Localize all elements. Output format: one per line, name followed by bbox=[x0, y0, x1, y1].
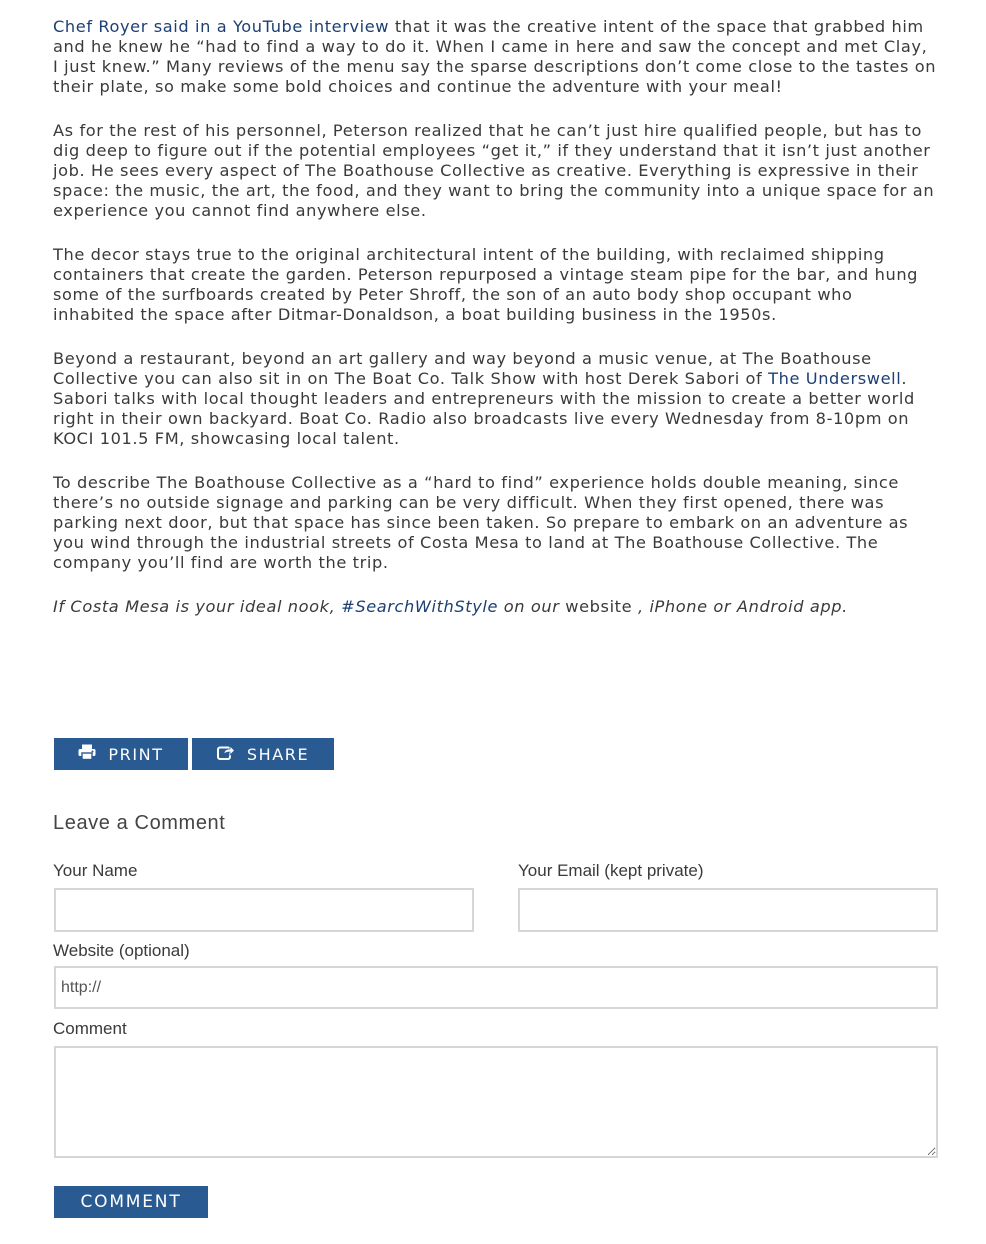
paragraph-text: . Sabori talks with local thought leaders and entrepreneurs with the mission to create a better world right in their own backyard. Boat Co. Radio also broadcasts live every Wednesday from 8-10pm on KOCI 101.5 FM, showcasing local talent. bbox=[53, 369, 915, 448]
comment-label: Comment bbox=[53, 1019, 127, 1038]
share-icon bbox=[217, 744, 247, 764]
youtube-interview-link[interactable]: Chef Royer said in a YouTube interview bbox=[53, 17, 390, 36]
share-button[interactable] bbox=[192, 738, 334, 770]
name-input[interactable] bbox=[54, 888, 474, 932]
article-actions bbox=[54, 738, 334, 770]
comment-section-title: Leave a Comment bbox=[53, 812, 226, 834]
article-body bbox=[53, 17, 938, 641]
comment-textarea[interactable] bbox=[54, 1046, 938, 1158]
printer-icon bbox=[78, 744, 108, 764]
article-paragraph: As for the rest of his personnel, Peterson realized that he can’t just hire qualified people, but has to dig deep to figure out if the potential employees “get it,” if they understand that it isn’t just another job. He sees every aspect of The Boathouse Collective as creative. Everything is expressive in their space: the music, the art, the food, and they want to bring the community into a unique space for an experience you cannot find anywhere else. bbox=[53, 121, 935, 220]
email-label: Your Email (kept private) bbox=[518, 861, 704, 880]
article-paragraph bbox=[53, 349, 938, 449]
name-label: Your Name bbox=[53, 861, 138, 880]
searchwithstyle-link[interactable]: #SearchWithStyle bbox=[341, 597, 499, 616]
closing-text: , iPhone or Android app. bbox=[632, 597, 848, 616]
print-button[interactable] bbox=[54, 738, 188, 770]
paragraph-text: Beyond a restaurant, beyond an art gallery and way beyond a music venue, at The Boathouse Collective you can also sit in on The Boat Co. Talk Show with host Derek Sabori of bbox=[53, 349, 872, 388]
closing-text: on our bbox=[498, 597, 566, 616]
article-paragraph: To describe The Boathouse Collective as a “hard to find” experience holds double meaning, since there’s no outside signage and parking can be very difficult. When they first opened, there was parking next door, but that space has since been taken. So prepare to embark on an adventure as you wind through the industrial streets of Costa Mesa to land at The Boathouse Collective. The company you’ll find are worth the trip. bbox=[53, 473, 909, 572]
paragraph-text: that it was the creative intent of the space that grabbed him and he knew he “had to find a way to do it. When I came in here and saw the concept and met Clay, I just knew.” Many reviews of the menu say the sparse descriptions don’t come close to the tastes on their plate, so make some bold choices and continue the adventure with your meal! bbox=[53, 17, 937, 96]
closing-text: If Costa Mesa is your ideal nook, bbox=[53, 597, 342, 616]
article-paragraph: The decor stays true to the original architectural intent of the building, with reclaimed shipping containers that create the garden. Peterson repurposed a vintage steam pipe for the bar, and hung some of the surfboards created by Peter Shroff, the son of an auto body shop occupant who inhabited the space after Ditmar-Donaldson, a boat building business in the 1950s. bbox=[53, 245, 919, 324]
article-paragraph bbox=[53, 17, 938, 97]
print-label: PRINT bbox=[108, 744, 164, 764]
underswell-link[interactable]: The Underswell bbox=[768, 369, 902, 388]
website-input[interactable] bbox=[54, 966, 938, 1009]
share-label: SHARE bbox=[246, 744, 310, 764]
submit-comment-button[interactable]: COMMENT bbox=[54, 1186, 208, 1218]
article-closing-line bbox=[53, 597, 938, 617]
website-label: Website (optional) bbox=[53, 941, 190, 960]
website-link[interactable]: website bbox=[565, 597, 633, 616]
email-input[interactable] bbox=[518, 888, 938, 932]
